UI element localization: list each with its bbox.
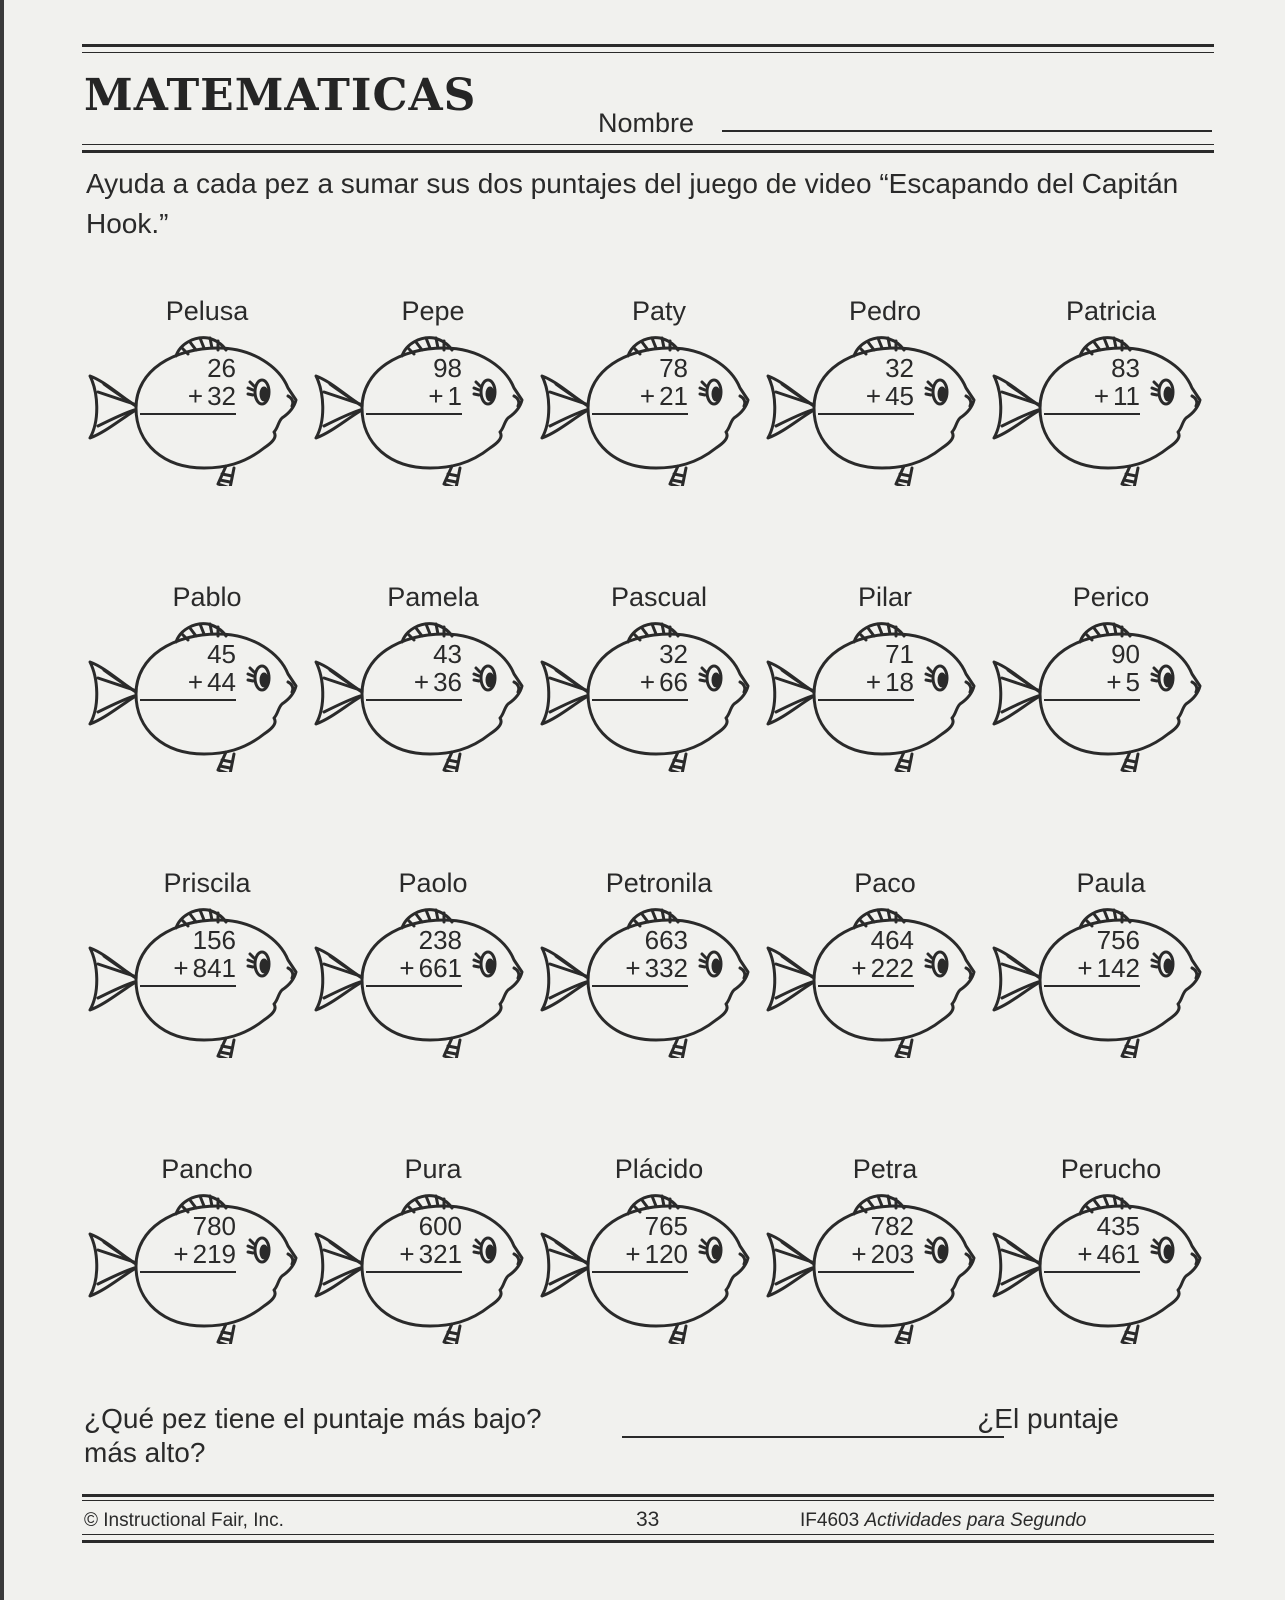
page-number: 33 [636,1508,660,1531]
addend-row [378,954,462,982]
addend-top: 782 [870,1211,914,1241]
fish-name: Pepe [401,296,465,326]
book-reference [800,1510,1086,1532]
addend-bottom: 321 [418,1239,462,1269]
fish-name: Paula [1076,868,1146,898]
addend-top: 765 [644,1211,688,1241]
addend-row [604,668,688,696]
addition-problem [378,926,462,987]
sum-answer-line[interactable] [818,985,914,987]
fish-name: Pedro [848,296,922,326]
fish-problem [988,868,1214,1154]
addend-top: 663 [644,925,688,955]
addend-bottom: 66 [659,667,688,697]
addend-row [604,954,688,982]
fish-problem [84,1154,310,1440]
addend-row [830,954,914,982]
fish-name: Paty [631,296,687,326]
plus-sign: + [1093,381,1109,411]
instructions: Ayuda a cada pez a sumar sus dos puntajes del juego de video “Escapando del Capitán Hook.” [86,168,1179,239]
sum-answer-line[interactable] [592,1271,688,1273]
addend-top: 83 [1111,353,1140,383]
fish-problem [762,296,988,582]
fish-problem [310,868,536,1154]
name-field[interactable] [722,130,1212,132]
addition-problem [152,640,236,701]
addition-problem [830,640,914,701]
fish-name: Pablo [172,582,242,612]
addend-row [378,668,462,696]
addend-row [1056,954,1140,982]
fish-problem [762,868,988,1154]
addition-problem [830,354,914,415]
plus-sign: + [865,667,882,697]
addition-problem [378,354,462,415]
footer-rule-top [82,1494,1214,1497]
addend-row [152,668,236,696]
fish-name: Pura [404,1154,462,1184]
fish-name: Pancho [161,1154,253,1184]
sum-answer-line[interactable] [818,699,914,701]
sum-answer-line[interactable] [1044,413,1140,415]
sum-answer-line[interactable] [592,985,688,987]
fish-problem [310,1154,536,1440]
fish-problem [536,1154,762,1440]
footer-rule-bottom-thin [82,1534,1214,1535]
sum-answer-line[interactable] [1044,985,1140,987]
book-title: Actividades para Segundo [864,1510,1087,1531]
sum-answer-line[interactable] [592,413,688,415]
addend-row [152,382,236,410]
plus-sign: + [187,381,204,411]
addition-problem [604,926,688,987]
addend-bottom: 332 [644,953,688,983]
plus-sign: + [399,953,415,983]
addend-bottom: 11 [1113,381,1140,411]
fish-name: Priscila [163,868,251,898]
addend-row [378,1240,462,1268]
fish-name: Pascual [610,582,708,612]
addition-problem [378,640,462,701]
addend-top: 156 [192,925,236,955]
addend-row [830,382,914,410]
plus-sign: + [1077,1239,1093,1269]
addend-bottom: 841 [192,953,236,983]
sum-answer-line[interactable] [818,1271,914,1273]
addend-bottom: 21 [659,381,688,411]
fish-name: Paolo [398,868,468,898]
addend-row [378,382,462,410]
fish-grid [84,296,1214,1440]
top-rule-thin [82,52,1214,53]
addend-top: 90 [1111,639,1140,669]
addend-top: 600 [418,1211,462,1241]
addition-problem [604,354,688,415]
addend-top: 756 [1096,925,1140,955]
top-rule [82,44,1214,47]
addition-problem [1056,1212,1140,1273]
plus-sign: + [865,381,882,411]
plus-sign: + [851,1239,867,1269]
plus-sign: + [1106,667,1122,697]
addend-top: 71 [885,639,914,669]
fish-problem [84,868,310,1154]
addend-bottom: 142 [1096,953,1140,983]
addend-top: 435 [1096,1211,1140,1241]
fish-problem [536,868,762,1154]
addend-top: 464 [870,925,914,955]
addend-row [152,954,236,982]
fish-problem [988,1154,1214,1440]
plus-sign: + [639,381,656,411]
addition-problem [604,1212,688,1273]
plus-sign: + [639,667,656,697]
addend-bottom: 461 [1096,1239,1140,1269]
plus-sign: + [428,381,444,411]
plus-sign: + [413,667,430,697]
page-title: MATEMATICAS [84,70,477,121]
fish-name: Patricia [1065,296,1157,326]
plus-sign: + [851,953,867,983]
addition-problem [1056,640,1140,701]
sum-answer-line[interactable] [366,1271,462,1273]
addend-bottom: 18 [885,667,914,697]
fish-problem [84,296,310,582]
fish-name: Pamela [387,582,479,612]
addition-problem [152,354,236,415]
fish-problem [536,582,762,868]
addend-bottom: 5 [1125,667,1140,697]
addend-bottom: 120 [644,1239,688,1269]
fish-problem [536,296,762,582]
plus-sign: + [187,667,204,697]
question-part3: más alto? [84,1437,206,1468]
question-part1: ¿Qué pez tiene el puntaje más bajo? [84,1403,542,1434]
footer-rule-top-thin [82,1500,1214,1501]
addend-row [830,1240,914,1268]
sum-answer-line[interactable] [1044,1271,1140,1273]
addend-top: 26 [207,353,236,383]
addend-row [604,1240,688,1268]
fish-name: Pilar [857,582,912,612]
addend-row [1056,668,1140,696]
sum-answer-line[interactable] [366,985,462,987]
addend-top: 43 [433,639,462,669]
fish-problem [762,1154,988,1440]
addend-bottom: 1 [447,381,462,411]
fish-problem [310,296,536,582]
addend-bottom: 661 [418,953,462,983]
addend-row [1056,382,1140,410]
fish-name: Paco [854,868,916,898]
footer-rule-bottom [82,1540,1214,1543]
fish-name: Perucho [1060,1154,1162,1184]
answer-field[interactable] [622,1436,1004,1438]
addend-bottom: 222 [870,953,914,983]
addition-problem [830,926,914,987]
addend-row [152,1240,236,1268]
addend-bottom: 36 [433,667,462,697]
name-label: Nombre [598,108,695,138]
fish-name: Perico [1072,582,1150,612]
addend-top: 32 [885,353,914,383]
addend-bottom: 219 [192,1239,236,1269]
addition-problem [604,640,688,701]
addend-row [830,668,914,696]
fish-name: Plácido [614,1154,704,1184]
addend-row [604,382,688,410]
plus-sign: + [625,1239,641,1269]
fish-name: Petronila [605,868,713,898]
sum-answer-line[interactable] [140,699,236,701]
fish-problem [988,296,1214,582]
page-edge [0,0,4,1600]
fish-problem [762,582,988,868]
addend-top: 45 [207,639,236,669]
sum-answer-line[interactable] [140,1271,236,1273]
addend-top: 98 [433,353,462,383]
plus-sign: + [173,953,189,983]
sum-answer-line[interactable] [366,699,462,701]
book-code: IF4603 [800,1510,860,1531]
question-part2: ¿El puntaje [977,1403,1119,1434]
addend-bottom: 32 [207,381,236,411]
header-rule [82,144,1214,145]
addend-top: 238 [418,925,462,955]
addition-problem [152,1212,236,1273]
addition-problem [1056,926,1140,987]
addend-top: 78 [659,353,688,383]
addend-top: 780 [192,1211,236,1241]
plus-sign: + [625,953,641,983]
addend-bottom: 44 [207,667,236,697]
fish-name: Pelusa [165,296,249,326]
addition-problem [152,926,236,987]
addition-problem [830,1212,914,1273]
addition-problem [378,1212,462,1273]
fish-problem [84,582,310,868]
sum-answer-line[interactable] [140,413,236,415]
sum-answer-line[interactable] [140,985,236,987]
sum-answer-line[interactable] [818,413,914,415]
plus-sign: + [173,1239,189,1269]
copyright: © Instructional Fair, Inc. [84,1510,284,1531]
addition-problem [1056,354,1140,415]
fish-problem [988,582,1214,868]
plus-sign: + [1077,953,1093,983]
fish-name: Petra [852,1154,918,1184]
addend-bottom: 45 [885,381,914,411]
fish-problem [310,582,536,868]
header-rule-thick [82,150,1214,153]
addend-top: 32 [659,639,688,669]
sum-answer-line[interactable] [592,699,688,701]
plus-sign: + [399,1239,415,1269]
addend-bottom: 203 [870,1239,914,1269]
addend-row [1056,1240,1140,1268]
sum-answer-line[interactable] [1044,699,1140,701]
sum-answer-line[interactable] [366,413,462,415]
